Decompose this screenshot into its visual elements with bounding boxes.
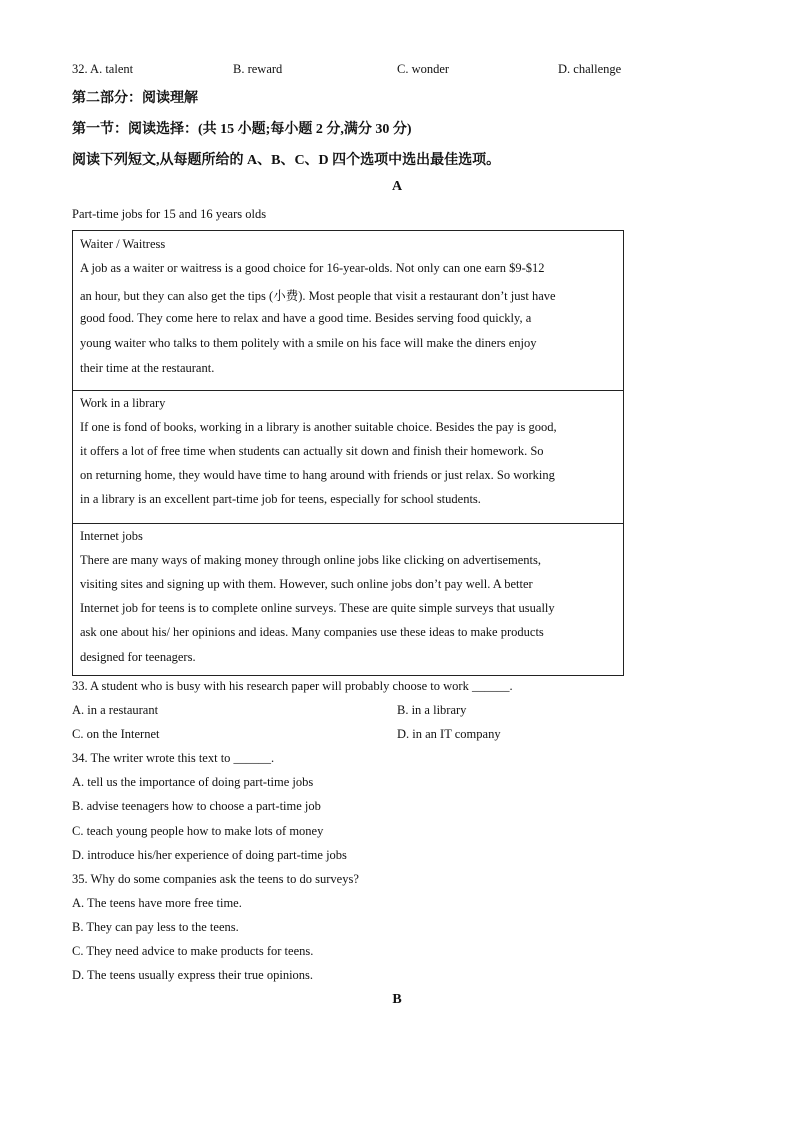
job-text-line: A job as a waiter or waitress is a good choice for 16-year-olds. Not only can one earn $9-$12	[80, 261, 545, 275]
job-heading: Work in a library	[80, 396, 166, 410]
q34-option-d: D. introduce his/her experience of doing part-time jobs	[72, 848, 347, 862]
q32-option-a: 32. A. talent	[72, 62, 134, 76]
job-text-line: their time at the restaurant.	[80, 361, 215, 375]
job-text-line: designed for teenagers.	[80, 650, 196, 664]
job-text-line: ask one about his/ her opinions and ideas. Many companies use these ideas to make products	[80, 625, 544, 639]
job-section-internet	[73, 523, 623, 675]
section-heading: 第一节：阅读选择：(共 15 小题;每小题 2 分,满分 30 分)	[72, 122, 412, 137]
job-heading: Waiter / Waitress	[80, 237, 166, 251]
q32-option-c: C. wonder	[397, 62, 450, 76]
job-heading: Internet jobs	[80, 529, 143, 543]
job-text-line: visiting sites and signing up with them. However, such online jobs don’t pay well. A better	[80, 577, 533, 591]
instruction-text: 阅读下列短文,从每题所给的 A、B、C、D 四个选项中选出最佳选项。	[72, 153, 501, 168]
job-text-line: Internet job for teens is to complete online surveys. These are quite simple surveys that usually	[80, 601, 555, 615]
passage-b-label: B	[392, 992, 402, 1007]
q32-option-b: B. reward	[233, 62, 283, 76]
q34-option-b: B. advise teenagers how to choose a part-time job	[72, 799, 321, 813]
q34-option-a: A. tell us the importance of doing part-time jobs	[72, 775, 314, 789]
part-heading: 第二部分：阅读理解	[72, 91, 198, 106]
job-text-line: There are many ways of making money through online jobs like clicking on advertisements,	[80, 553, 541, 567]
job-text-line: on returning home, they would have time to hang around with friends or just relax. So working	[80, 468, 555, 482]
jobs-table	[72, 230, 624, 676]
job-text-line: good food. They come here to relax and have a good time. Besides serving food quickly, a	[80, 311, 532, 325]
q33-option-c: C. on the Internet	[72, 727, 160, 741]
q35-option-c: C. They need advice to make products for teens.	[72, 944, 314, 958]
q34-stem: 34. The writer wrote this text to ______.	[72, 751, 275, 765]
q35-option-a: A. The teens have more free time.	[72, 896, 242, 910]
job-text-line: it offers a lot of free time when students can actually sit down and finish their homework. So	[80, 444, 544, 458]
q35-option-b: B. They can pay less to the teens.	[72, 920, 239, 934]
passage-a-label: A	[391, 179, 403, 194]
job-text-line: If one is fond of books, working in a library is another suitable choice. Besides the pay is good,	[80, 420, 557, 434]
q34-option-c: C. teach young people how to make lots of money	[72, 824, 324, 838]
passage-title: Part-time jobs for 15 and 16 years olds	[72, 207, 267, 221]
job-text-line: in a library is an excellent part-time job for teens, especially for school students.	[80, 492, 481, 506]
q33-stem: 33. A student who is busy with his research paper will probably choose to work ______.	[72, 679, 513, 693]
job-section-library	[73, 390, 623, 523]
q32-option-d: D. challenge	[558, 62, 622, 76]
job-text-line: young waiter who talks to them politely with a smile on his face will make the diners enjoy	[80, 336, 537, 350]
job-section-waiter	[73, 231, 623, 390]
q33-option-d: D. in an IT company	[397, 727, 501, 741]
q33-option-b: B. in a library	[397, 703, 467, 717]
q35-option-d: D. The teens usually express their true opinions.	[72, 968, 314, 982]
job-text-line: an hour, but they can also get the tips (小费). Most people that visit a restaurant don’t just have	[80, 289, 556, 303]
q35-stem: 35. Why do some companies ask the teens to do surveys?	[72, 872, 359, 886]
q33-option-a: A. in a restaurant	[72, 703, 159, 717]
